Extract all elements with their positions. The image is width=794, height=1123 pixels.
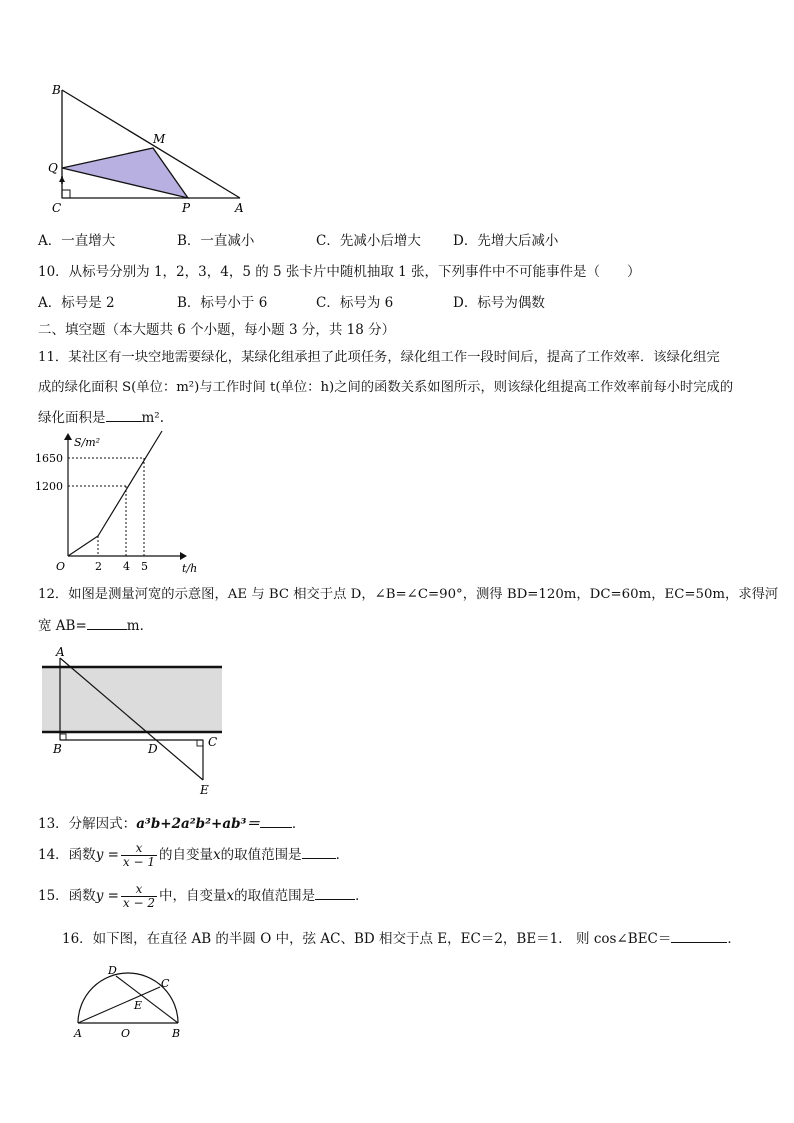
q16-label-D: D (108, 964, 117, 977)
q11-y-axis-label: S/m² (74, 436, 101, 449)
q12-label-C: C (208, 735, 218, 749)
q16-label-E: E (134, 999, 143, 1012)
q10-option-b: B．标号小于 6 (177, 295, 268, 311)
q12-answer-blank[interactable] (87, 615, 127, 630)
q11-x-axis-label: t/h (182, 562, 198, 575)
q12-line1: 12．如图是测量河宽的示意图，AE 与 BC 相交于点 D，∠B=∠C=90°，测得 BD=120m，DC=60m，EC=50m，求得河 (38, 587, 779, 602)
q14: 14．函数y = $\frac{x}{x - 1}$ 的自变量x的取值范围是 ． (38, 841, 350, 869)
q9-option-b: B．一直减小 (177, 233, 255, 249)
q12-label-E: E (200, 783, 209, 797)
q11-line3: 绿化面积是 m². (38, 406, 164, 426)
q16-label-B: B (172, 1027, 181, 1040)
q15-fraction: $\frac{x}{x - 2}$ (122, 882, 156, 910)
q11-ytick-1200: 1200 (35, 480, 63, 493)
q14-fraction: $\frac{x}{x - 1}$ (122, 841, 156, 869)
q9-option-c: C．先减小后增大 (316, 233, 421, 249)
q12-river-figure (38, 642, 238, 800)
q11-xtick-2: 2 (95, 560, 102, 573)
q16-label-O: O (121, 1027, 131, 1040)
q13-answer-blank[interactable] (260, 813, 292, 828)
q12-line2: 宽 AB= m． (38, 614, 153, 634)
q9-option-a: A．一直增大 (38, 233, 116, 249)
q11-line1: 11．某社区有一块空地需要绿化，某绿化组承担了此项任务，绿化组工作一段时间后，提高了工作效率．该绿化组完 (38, 350, 720, 365)
q9-option-d: D．先增大后减小 (453, 233, 559, 249)
q11-origin-label: O (56, 560, 66, 573)
q12-label-B: B (53, 742, 62, 756)
label-M: M (153, 132, 166, 146)
q11-line2: 成的绿化面积 S(单位：m²)与工作时间 t(单位：h)之间的函数关系如图所示，则该绿化组提高工作效率前每小时完成的 (38, 380, 734, 395)
q16-label-A: A (74, 1027, 82, 1040)
label-Q: Q (48, 161, 58, 175)
q11-ytick-1650: 1650 (35, 452, 63, 465)
label-C: C (52, 201, 62, 215)
q11-graph (30, 428, 210, 576)
q15-answer-blank[interactable] (315, 885, 355, 900)
q10-option-d: D．标号为偶数 (453, 295, 545, 311)
q14-answer-blank[interactable] (302, 844, 336, 859)
q16-label-C: C (161, 977, 170, 990)
q11-answer-blank[interactable] (106, 407, 142, 422)
q10-option-c: C．标号为 6 (316, 295, 394, 311)
q10-option-a: A．标号是 2 (38, 295, 115, 311)
q11-xtick-5: 5 (141, 560, 148, 573)
triangle-figure (40, 80, 260, 220)
label-A: A (235, 201, 244, 215)
q13: 13．分解因式：a³b+2a²b²+ab³＝ ． (38, 812, 305, 832)
q10-stem: 10．从标号分别为 1，2，3，4，5 的 5 张卡片中随机抽取 1 张，下列事件中不可能事件是（ ） (38, 264, 641, 280)
section-2-title: 二、填空题（本大题共 6 个小题，每小题 3 分，共 18 分） (38, 322, 396, 338)
q11-function-line (68, 431, 162, 556)
q16-answer-blank[interactable] (671, 928, 727, 943)
q11-xtick-4: 4 (123, 560, 130, 573)
q16: 16．如下图，在直径 AB 的半圆 O 中，弦 AC、BD 相交于点 E，EC＝2，BE＝1． 则 cos∠BEC＝ ． (62, 927, 741, 947)
q12-label-D: D (148, 742, 158, 756)
label-P: P (182, 201, 191, 215)
river (42, 667, 222, 732)
label-B: B (52, 83, 61, 97)
q12-label-A: A (56, 645, 65, 659)
q15: 15．函数y = $\frac{x}{x - 2}$ 中，自变量x的取值范围是 ． (38, 882, 369, 910)
q16-semicircle-figure (70, 960, 190, 1042)
